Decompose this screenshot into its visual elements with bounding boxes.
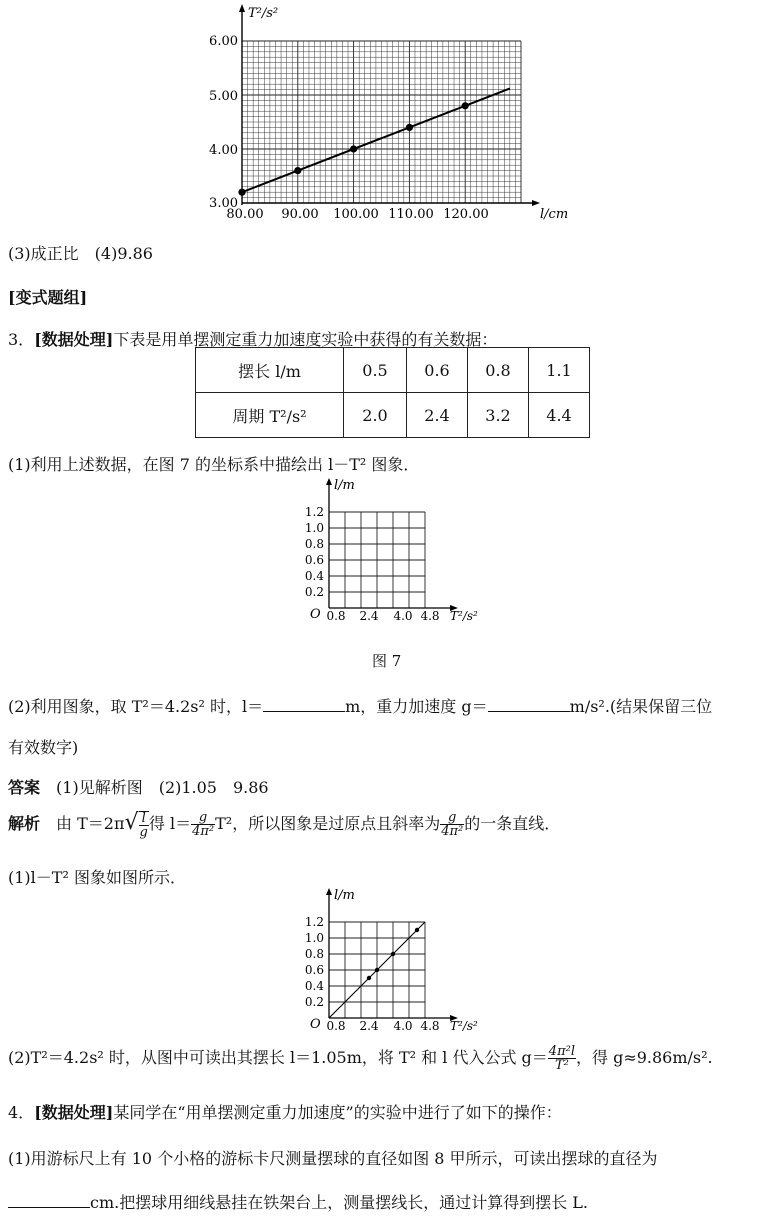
x-tick-label: 0.8 [326,1019,346,1033]
analysis-label: 解析 [8,814,41,833]
table-row-label: 周期 T²/s² [196,393,344,438]
analysis-text: 由 T＝2π [56,814,125,833]
part-2-text: m/s².(结果保留三位 [569,697,713,716]
x-tick-label: 110.00 [388,207,434,222]
question-tag: [数据处理] [34,1103,114,1122]
top-chart [0,0,779,230]
table-cell: 1.1 [529,348,590,393]
question-text: 某同学在“用单摆测定重力加速度”的实验中进行了如下的操作： [113,1103,562,1122]
x-axis-label: l/cm [540,207,569,222]
y-tick-label: 0.6 [304,963,324,977]
part-2-text: (2)利用图象，取 T²＝4.2s² 时，l＝ [8,697,264,716]
question-4 [8,1100,562,1123]
x-tick-label: 0.8 [326,609,346,623]
analysis-part-1: (1)l－T² 图象如图所示． [8,868,186,887]
analysis-text: 的一条直线． [464,814,561,833]
analysis-line [8,810,560,839]
table-cell: 0.6 [407,348,468,393]
y-tick-label: 1.0 [304,521,324,535]
x-tick-label: 100.00 [333,207,379,222]
y-tick-label: 1.2 [304,505,324,519]
fraction: $\frac{l}{g}$ [139,810,148,840]
table-cell: 3.2 [468,393,529,438]
table-cell: 4.4 [529,393,590,438]
data-point [406,124,413,131]
y-tick-label: 3.00 [209,196,238,211]
fraction: $\frac{g}{\text{4π²}}$ [192,810,215,839]
table-row [196,348,590,393]
solution-chart [0,885,779,1035]
y-tick-label: 0.6 [304,553,324,567]
x-axis-label: T²/s² [450,1019,478,1033]
fraction: $\frac{g}{\text{4π²}}$ [441,810,464,839]
y-axis-label: l/m [334,478,355,493]
question-text: cm.把摆球用细线悬挂在铁架台上，测量摆线长，通过计算得到摆长 L. [90,1193,589,1212]
table-cell: 0.8 [468,348,529,393]
data-point [462,102,469,109]
table-cell: 0.5 [344,348,407,393]
sqrt-icon: √ [124,810,139,835]
data-point [415,928,419,932]
x-tick-label: 120.00 [443,207,489,222]
x-tick-label: 90.00 [281,207,319,222]
x-tick-label: 80.00 [226,207,264,222]
y-tick-label: 0.8 [304,947,324,961]
origin-label: O [310,607,321,622]
x-tick-label: 4.0 [393,609,413,623]
question-number: 4． [8,1103,35,1122]
answer-blank[interactable] [488,697,570,712]
table-cell: 2.4 [407,393,468,438]
question-3-part-1: (1)利用上述数据，在图 7 的坐标系中描绘出 l－T² 图象． [8,455,420,474]
y-tick-label: 0.4 [304,979,324,993]
data-point [294,167,301,174]
question-text: 下表是用单摆测定重力加速度实验中获得的有关数据： [113,330,498,349]
y-tick-label: 0.2 [304,585,324,599]
answer-blank[interactable] [8,1193,90,1208]
data-table [195,347,590,438]
analysis-text: ，得 g≈9.86m/s². [575,1048,713,1067]
y-axis-label: T²/s² [248,6,279,21]
question-3-part-2-cont: 有效数字) [8,738,79,757]
answer-text: (1)见解析图 (2)1.05 9.86 [56,778,269,797]
x-tick-label: 4.8 [420,1019,440,1033]
x-tick-label: 2.4 [359,609,379,623]
y-tick-label: 1.0 [304,931,324,945]
figure-caption: 图 7 [372,652,402,670]
analysis-text: 得 l＝ [148,814,192,833]
x-tick-label: 2.4 [359,1019,379,1033]
origin-label: O [310,1017,321,1032]
analysis-text: (2)T²＝4.2s² 时，从图中可读出其摆长 l＝1.05m，将 T² 和 l 代入公式 g＝ [8,1048,548,1067]
figure-7 [0,475,779,625]
y-tick-label: 1.2 [304,915,324,929]
data-point [367,976,371,980]
analysis-part-2 [8,1045,713,1072]
section-heading: [变式题组] [8,288,88,307]
data-point [350,145,357,152]
table-row-label: 摆长 l/m [196,348,344,393]
question-number: 3． [8,330,35,349]
answer-3-4: (3)成正比 (4)9.86 [8,244,153,263]
data-point [391,952,395,956]
y-tick-label: 0.4 [304,569,324,583]
question-tag: [数据处理] [34,330,114,349]
analysis-text: T²，所以图象是过原点且斜率为 [215,814,441,833]
table-cell: 2.0 [344,393,407,438]
x-axis-label: T²/s² [450,609,478,623]
y-tick-label: 6.00 [209,34,238,49]
y-tick-label: 5.00 [209,89,238,104]
answer-line [8,775,269,798]
x-tick-label: 4.8 [420,609,440,623]
data-point [375,968,379,972]
answer-label: 答案 [8,778,41,797]
part-2-text: m，重力加速度 g＝ [345,697,488,716]
y-axis-label: l/m [334,888,355,903]
answer-blank[interactable] [263,697,345,712]
y-tick-label: 0.8 [304,537,324,551]
question-3-part-2 [8,694,712,717]
fraction: $\frac{\text{4π²l}}{\text{T²}}$ [548,1044,575,1073]
question-4-part-1-cont [8,1190,588,1213]
question-4-part-1: (1)用游标尺上有 10 个小格的游标卡尺测量摆球的直径如图 8 甲所示，可读出摆球的直径为 [8,1149,658,1168]
y-tick-label: 0.2 [304,995,324,1009]
table-row [196,393,590,438]
x-tick-label: 4.0 [393,1019,413,1033]
y-tick-label: 4.00 [209,143,238,158]
